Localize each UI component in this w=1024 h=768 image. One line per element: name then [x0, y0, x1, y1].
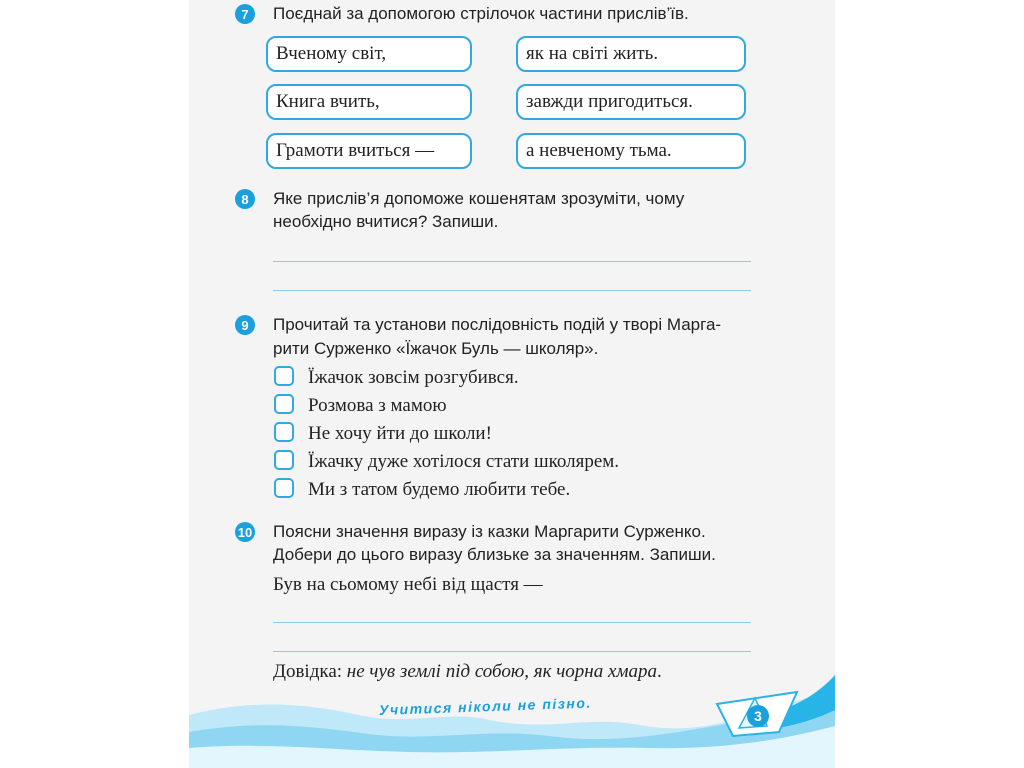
page-number: 3	[747, 705, 769, 727]
hint-option-1: не чув землі під собою	[346, 661, 525, 682]
question-number-7: 7	[235, 4, 255, 24]
order-checkbox-2[interactable]	[274, 394, 294, 414]
proverb-end-1[interactable]: як на світі жить.	[516, 36, 746, 72]
order-checkbox-1[interactable]	[274, 366, 294, 386]
event-2: Розмова з мамою	[308, 395, 447, 416]
workbook-page	[189, 0, 835, 768]
event-1: Їжачок зовсім розгубився.	[308, 367, 519, 388]
event-3: Не хочу йти до школи!	[308, 423, 492, 444]
hint-end: .	[657, 661, 662, 682]
footer-motto: Учитися ніколи не пізно.	[378, 694, 593, 718]
question-10-line-2: Добери до цього виразу близьке за значенням. Запиши.	[273, 545, 716, 564]
answer-line[interactable]	[273, 290, 751, 291]
hint-label: Довідка:	[273, 661, 343, 682]
event-5: Ми з татом будемо любити тебе.	[308, 479, 571, 500]
proverb-end-3[interactable]: а невченому тьма.	[516, 133, 746, 169]
question-8-line-2: необхідно вчитися? Запиши.	[273, 212, 499, 231]
proverb-end-2[interactable]: завжди пригодиться.	[516, 84, 746, 120]
answer-line[interactable]	[273, 651, 751, 652]
question-9-line-1: Прочитай та установи послідовність подій у творі Марга-	[273, 315, 722, 334]
order-checkbox-5[interactable]	[274, 478, 294, 498]
question-number-10: 10	[235, 522, 255, 542]
question-number-9: 9	[235, 315, 255, 335]
event-4: Їжачку дуже хотілося стати школярем.	[308, 451, 620, 472]
answer-line[interactable]	[273, 622, 751, 623]
order-checkbox-4[interactable]	[274, 450, 294, 470]
question-number-8: 8	[235, 189, 255, 209]
hint-option-2: як чорна хмара	[533, 661, 658, 682]
question-9-line-2: рити Сурженко «Їжачок Буль — школяр».	[273, 339, 599, 358]
proverb-start-1[interactable]: Вченому світ,	[266, 36, 472, 72]
question-7-text: Поєднай за допомогою стрілочок частини прислів’їв.	[273, 4, 689, 23]
proverb-start-2[interactable]: Книга вчить,	[266, 84, 472, 120]
expression-phrase: Був на сьомому небі від щастя —	[273, 574, 543, 595]
proverb-start-3[interactable]: Грамоти вчиться —	[266, 133, 472, 169]
order-checkbox-3[interactable]	[274, 422, 294, 442]
question-10-line-1: Поясни значення виразу із казки Маргарити Сурженко.	[273, 522, 706, 541]
hint-separator: ,	[524, 661, 534, 682]
answer-line[interactable]	[273, 261, 751, 262]
question-8-line-1: Яке прислів’я допоможе кошенятам зрозуміти, чому	[273, 189, 685, 208]
